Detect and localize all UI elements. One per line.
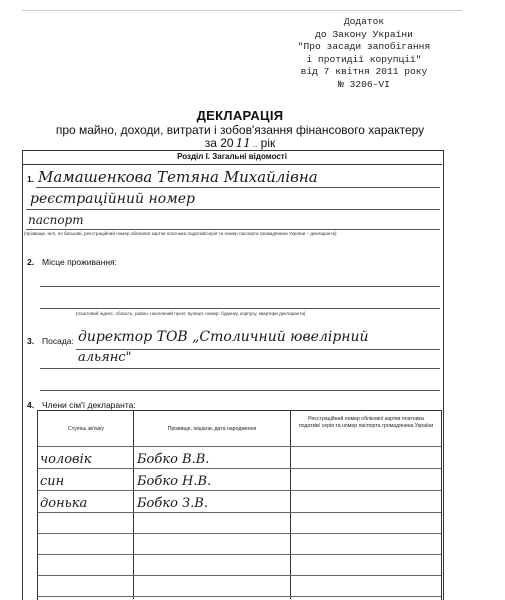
item3-rule	[40, 368, 440, 369]
item3-rule	[40, 390, 440, 391]
table-row-line	[37, 533, 441, 534]
appendix-line: Додаток	[343, 16, 385, 27]
family-name-3: Бобко З.В.	[137, 496, 208, 511]
item1-handwritten-name: Мамашенкова Тетяна Михайлівна	[38, 168, 318, 186]
item4-number: 4.	[27, 400, 35, 410]
table-divider	[290, 410, 291, 599]
appendix-line: і протидії корупції"	[306, 53, 422, 65]
year-suffix: рік	[260, 136, 276, 150]
year-prefix: за 20	[204, 136, 234, 150]
column-header-registration: Реєстраційний номер облікової картки платника податків/ серія та номер паспорта громадянина України	[298, 416, 434, 429]
item1-handwritten-reg: реєстраційний номер	[30, 191, 195, 207]
item1-rule	[36, 187, 440, 188]
item1-number: 1.	[27, 174, 35, 184]
item1-caption: (прізвище, ім'я, по батькові, реєстраційний номер облікової картки платника податків/серія та номер паспорта громадянина України – декларанта)	[24, 231, 337, 236]
appendix-line: "Про засади запобігання	[297, 41, 431, 53]
top-edge-line	[22, 10, 462, 11]
item3-handwritten-position-cont: альянс"	[78, 350, 132, 365]
family-table	[37, 410, 442, 600]
item1-rule	[26, 229, 440, 230]
appendix-note	[276, 16, 452, 92]
item1-rule	[26, 209, 440, 210]
appendix-line: від 7 квітня 2011 року	[300, 66, 428, 78]
family-relation-3: донька	[40, 496, 88, 511]
table-row-line	[37, 468, 441, 469]
item3-number: 3.	[27, 336, 35, 346]
item3-handwritten-position: директор ТОВ „Столичний ювелірний	[78, 329, 369, 345]
item1-handwritten-passport: паспорт	[28, 213, 84, 227]
table-divider	[133, 410, 134, 599]
item2-rule	[40, 286, 440, 287]
appendix-line: № 3206-VI	[338, 78, 390, 90]
item4-label: Члени сім'ї декларанта:	[42, 400, 136, 410]
column-header-relation: Ступінь зв'язку	[68, 426, 104, 432]
declaration-subtitle: про майно, доходи, витрати і зобов'язання фінансового характеру	[55, 123, 425, 137]
appendix-line: до Закону України	[315, 28, 413, 40]
table-row-line	[37, 446, 441, 447]
family-relation-1: чоловік	[40, 452, 92, 467]
table-row-line	[37, 575, 441, 576]
table-row-line	[37, 512, 441, 513]
section-heading: Розділ І. Загальні відомості	[22, 150, 442, 165]
family-name-2: Бобко Н.В.	[137, 474, 212, 489]
table-row-line	[37, 490, 441, 491]
item2-label: Місце проживання:	[42, 257, 117, 267]
column-header-name: Прізвище, ініціали, дата народження	[167, 426, 257, 432]
family-name-1: Бобко В.В.	[137, 452, 210, 467]
table-row-line	[37, 596, 441, 597]
item2-caption: (поштовий індекс, область, район, населений пункт, вулиця, номер: будинку, корпусу, квартири декларанта)	[76, 311, 306, 316]
declaration-title: ДЕКЛАРАЦІЯ	[196, 108, 284, 123]
family-relation-2: син	[40, 474, 65, 489]
year-handwritten: 11	[235, 136, 251, 150]
table-row-line	[37, 554, 441, 555]
item2-rule	[40, 308, 440, 309]
item3-label: Посада:	[42, 336, 74, 346]
item2-number: 2.	[27, 257, 35, 267]
declaration-year: за 20 11 .. рік	[204, 136, 276, 150]
